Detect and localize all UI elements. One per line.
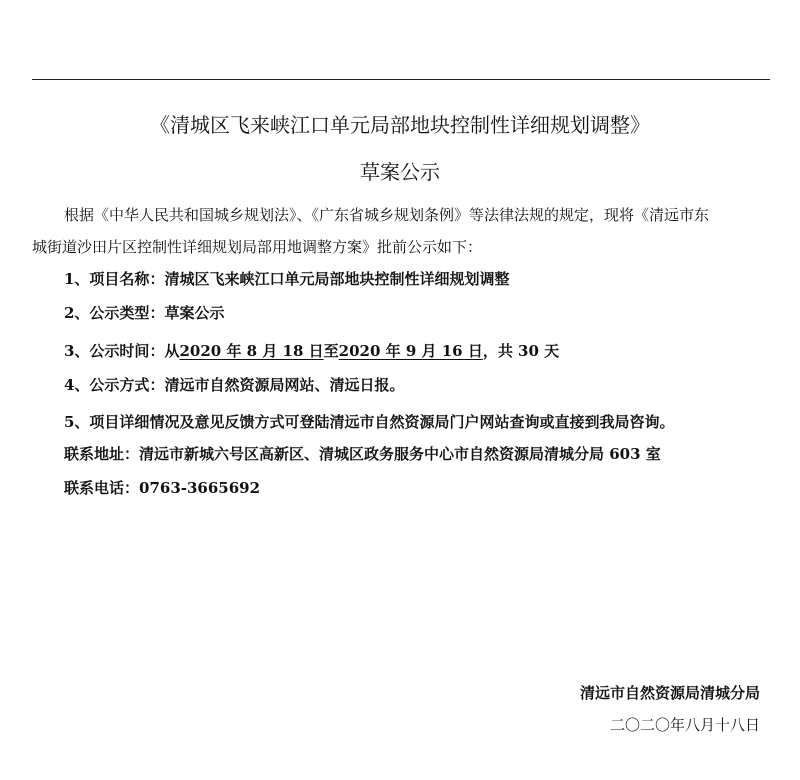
item-time-start: 2020 年 8 月 18 日: [179, 342, 324, 360]
item-time-end: 2020 年 9 月 16 日: [338, 342, 483, 360]
contact-phone: [64, 477, 260, 499]
contact-phone-label: 联系电话：: [64, 479, 140, 497]
item-method-value: 清远市自然资源局网站、清远日报。: [164, 376, 405, 394]
item-type-value: 草案公示: [164, 304, 225, 322]
document-subtitle: 草案公示: [360, 160, 440, 184]
item-type-label: 2、公示类型：: [64, 304, 165, 322]
item-project-name: [64, 268, 509, 290]
contact-phone-value: 0763-3665692: [139, 479, 261, 497]
item-notice-method: [64, 374, 404, 396]
item-project-details: 5、项目详细情况及意见反馈方式可登陆清远市自然资源局门户网站查询或直接到我局咨询。: [64, 413, 675, 431]
contact-address: [64, 443, 661, 465]
item-project-value: 清城区飞来峡江口单元局部地块控制性详细规划调整: [164, 270, 510, 288]
item-method-label: 4、公示方式：: [64, 376, 165, 394]
intro-line-1: 根据《中华人民共和国城乡规划法》、《广东省城乡规划条例》等法律法规的规定，现将《清远市东: [64, 206, 710, 224]
intro-paragraph: [32, 199, 772, 263]
item-time-total: ，共 30 天: [482, 342, 560, 360]
item-time-to: 至: [323, 342, 339, 360]
signature-date: 二〇二〇年八月十八日: [609, 716, 760, 734]
signature-org: 清远市自然资源局清城分局: [579, 684, 760, 702]
contact-address-value: 清远市新城六号区高新区、清城区政务服务中心市自然资源局清城分局 603 室: [139, 445, 661, 463]
item-time-label: 3、公示时间：: [64, 342, 165, 360]
item-notice-time: [64, 340, 559, 362]
document-title: 《清城区飞来峡江口单元局部地块控制性详细规划调整》: [150, 113, 650, 137]
header-rule: [32, 79, 770, 80]
item-project-label: 1、项目名称：: [64, 270, 165, 288]
item-notice-type: [64, 302, 224, 324]
item-time-from: 从: [164, 342, 180, 360]
intro-line-2: 城街道沙田片区控制性详细规划局部用地调整方案》批前公示如下：: [32, 238, 483, 256]
contact-address-label: 联系地址：: [64, 445, 140, 463]
